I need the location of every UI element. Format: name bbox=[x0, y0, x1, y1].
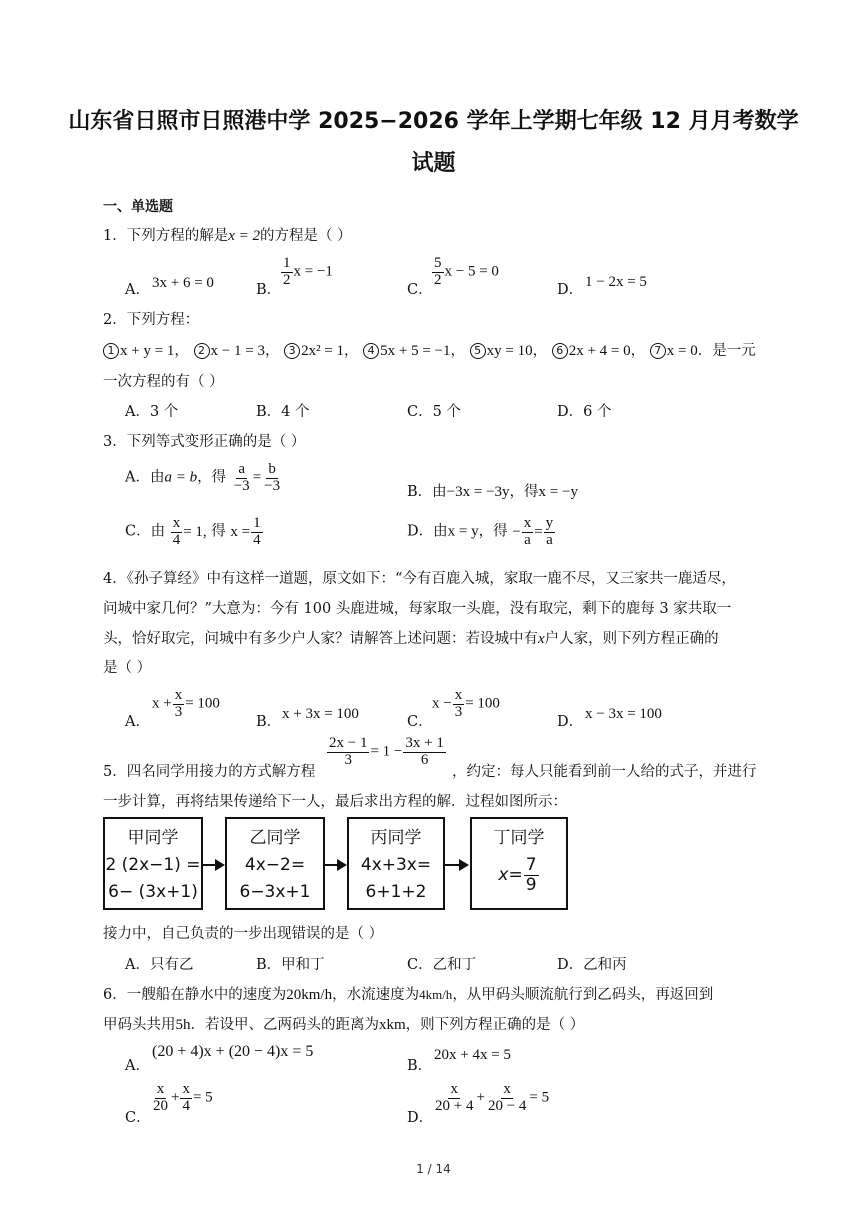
relay-box-bing bbox=[347, 817, 445, 910]
relay-box-name: 甲同学 bbox=[127, 828, 179, 848]
q3-option-c: C．由 $\frac{x}{4}$ = 1, 得 x = $\frac{1}{4}$ bbox=[125, 515, 261, 548]
q5-question: 接力中，自己负责的一步出现错误的是（ ） bbox=[103, 926, 384, 942]
q1-label-d: D． bbox=[557, 282, 584, 298]
q3-stem: 3．下列等式变形正确的是（ ） bbox=[103, 434, 306, 450]
relay-box-step-line1: 4x−2= bbox=[244, 855, 306, 875]
q5-option-c: C．乙和丁 bbox=[407, 957, 477, 973]
relay-box-step-line1: 4x+3x= bbox=[360, 855, 432, 875]
q6-option-d: $\frac{x}{20 + 4}$ + $\frac{x}{20 - 4}$ = 5 bbox=[435, 1081, 550, 1114]
q6-label-b: B． bbox=[407, 1058, 433, 1074]
relay-arrow bbox=[445, 864, 467, 866]
q6-label-c: C． bbox=[125, 1110, 151, 1126]
q2-stem: 2．下列方程： bbox=[103, 312, 200, 328]
section-heading: 一、单选题 bbox=[103, 199, 173, 215]
q6-option-b: 20x + 4x = 5 bbox=[434, 1047, 511, 1063]
q1-stem: 1．下列方程的解是x = 2的方程是（ ） bbox=[103, 228, 352, 244]
q5-option-a: A．只有乙 bbox=[125, 957, 194, 973]
relay-arrow bbox=[325, 864, 345, 866]
q6-option-c: $\frac{x}{20}$ + $\frac{x}{4}$ = 5 bbox=[153, 1081, 213, 1114]
q6-option-a: (20 + 4)x + (20 − 4)x = 5 bbox=[152, 1043, 314, 1060]
q6-line1: 6．一艘船在静水中的速度为20km/h，水流速度为4km/h，从甲码头顺流航行到乙码头，再返回到 bbox=[103, 987, 714, 1003]
relay-box-step-line2: 6− (3x+1) bbox=[108, 882, 198, 902]
relay-box-step-line2: 6−3x+1 bbox=[239, 882, 311, 902]
q2-option-b: B．4 个 bbox=[256, 404, 310, 420]
relay-arrow bbox=[203, 864, 223, 866]
q4-option-d: x − 3x = 100 bbox=[585, 706, 662, 722]
q5-option-b: B．甲和丁 bbox=[256, 957, 325, 973]
q2-option-d: D．6 个 bbox=[557, 404, 612, 420]
q4-label-c: C． bbox=[407, 714, 433, 730]
q1-label-c: C． bbox=[407, 282, 433, 298]
relay-box-yi bbox=[225, 817, 325, 910]
q1-label-b: B． bbox=[256, 282, 282, 298]
q1-option-b: $\frac{1}{2}$ x = −1 bbox=[283, 255, 333, 288]
relay-box-ding bbox=[470, 817, 568, 910]
relay-box-name: 丙同学 bbox=[370, 828, 422, 848]
relay-box-name: 乙同学 bbox=[249, 828, 301, 848]
q1-condition: x = 2 bbox=[228, 228, 261, 244]
relay-box-name: 丁同学 bbox=[493, 828, 545, 848]
q6-line2: 甲码头共用5h．若设甲、乙两码头的距离为xkm，则下列方程正确的是（ ） bbox=[103, 1017, 585, 1033]
q4-label-d: D． bbox=[557, 714, 584, 730]
q3-option-b: B．由−3x = −3y，得x = −y bbox=[407, 484, 578, 500]
q5-equation: $\frac{2x - 1}{3}$ = 1 − $\frac{3x + 1}{6}$ bbox=[329, 735, 444, 768]
q3-option-a: A．由a = b，得 $\frac{a}{-3}$ = $\frac{b}{-3}$ bbox=[125, 461, 281, 494]
q2-equations: 1 x + y = 1， 2 x − 1 = 3， 3 2x² = 1， 4 5x + 5 = −1， 5 xy = 10， 6 2x + 4 = 0， 7 x = 0．是一元 bbox=[103, 339, 756, 360]
q4-line3: 头，恰好取完，问城中有多少户人家？请解答上述问题：若设城中有x户人家，则下列方程正确的 bbox=[103, 631, 719, 647]
doc-title-line2: 试题 bbox=[411, 151, 456, 176]
q1-option-a: 3x + 6 = 0 bbox=[152, 275, 214, 291]
q4-option-a: x + $\frac{x}{3}$ = 100 bbox=[152, 687, 220, 720]
q4-option-c: x − $\frac{x}{3}$ = 100 bbox=[432, 687, 500, 720]
q5-stem-line2: 一步计算，再将结果传递给下一人，最后求出方程的解．过程如图所示： bbox=[103, 794, 567, 810]
q3-option-d: D．由x = y，得 − $\frac{x}{a}$ = $\frac{y}{a}$ bbox=[407, 515, 554, 548]
page-number: 1 / 14 bbox=[416, 1162, 451, 1176]
q5-stem-a: 5．四名同学用接力的方式解方程 bbox=[103, 764, 316, 780]
q4-option-b: x + 3x = 100 bbox=[282, 706, 359, 722]
doc-title-line1: 山东省日照市日照港中学 2025−2026 学年上学期七年级 12 月月考数学 bbox=[68, 109, 799, 134]
q4-label-b: B． bbox=[256, 714, 282, 730]
relay-box-step-line2: 6+1+2 bbox=[365, 882, 427, 902]
q5-option-d: D．乙和丙 bbox=[557, 957, 627, 973]
q4-line2: 问城中家几何？”大意为：今有 100 头鹿进城，每家取一头鹿，没有取完，剩下的鹿每 3 家共取一 bbox=[103, 601, 732, 617]
q6-label-d: D． bbox=[407, 1110, 434, 1126]
q1-option-d: 1 − 2x = 5 bbox=[585, 274, 647, 290]
q1-option-c: $\frac{5}{2}$ x − 5 = 0 bbox=[434, 255, 499, 288]
q2-option-a: A．3 个 bbox=[125, 404, 179, 420]
q2-option-c: C．5 个 bbox=[407, 404, 461, 420]
q4-line4: 是（ ） bbox=[103, 660, 152, 676]
relay-box-jia bbox=[103, 817, 203, 910]
q1-label-a: A． bbox=[125, 282, 150, 298]
relay-box-step-line1: 2 (2x−1) = bbox=[105, 855, 201, 875]
q4-label-a: A． bbox=[125, 714, 150, 730]
relay-box-result: x= $\frac{7}{9}$ bbox=[498, 855, 537, 895]
q2-stem-line2: 一次方程的有（ ） bbox=[103, 374, 224, 390]
q5-stem-b: ，约定：每人只能看到前一人给的式子，并进行 bbox=[452, 764, 757, 780]
q4-line1: 4．《孙子算经》中有这样一道题，原文如下：“今有百鹿入城，家取一鹿不尽，又三家共一鹿适尽， bbox=[103, 571, 736, 587]
q6-label-a: A． bbox=[125, 1058, 150, 1074]
